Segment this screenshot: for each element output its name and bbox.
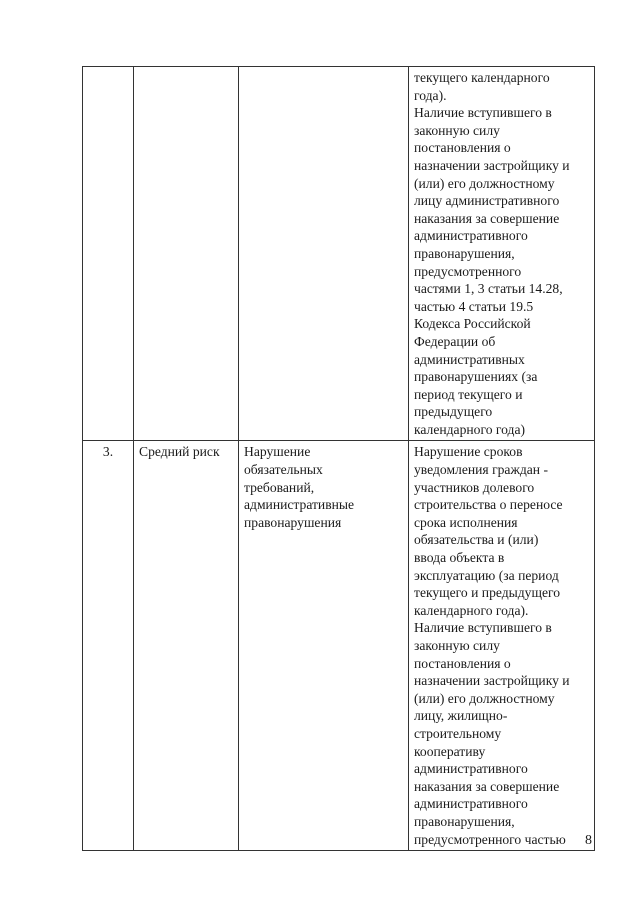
indicator-cell: текущего календарного года). Наличие вступившего в законную силу постановления о назначении застройщику и (или) его должностному лицу административного наказания за совершение административного правонарушения, предусмотренного частями 1, 3 статьи 14.28, частью 4 статьи 19.5 Кодекса Российской Федерации об административных правонарушениях (за период текущего и предыдущего календарного года) xyxy=(409,67,595,441)
criterion-cell xyxy=(239,67,409,441)
table-row xyxy=(83,441,595,851)
page-number: 8 xyxy=(585,833,592,848)
risk-category-table xyxy=(82,66,595,851)
row-number-cell xyxy=(83,67,134,441)
criterion-cell: Нарушение обязательных требований, административные правонарушения xyxy=(239,441,409,851)
risk-category-cell: Средний риск xyxy=(134,441,239,851)
table-row xyxy=(83,67,595,441)
row-number-cell: 3. xyxy=(83,441,134,851)
risk-category-cell xyxy=(134,67,239,441)
indicator-cell: Нарушение сроков уведомления граждан - участников долевого строительства о переносе срока исполнения обязательства и (или) ввода объекта в эксплуатацию (за период текущего и предыдущего календарного года). Наличие вступившего в законную силу постановления о назначении застройщику и (или) его должностному лицу, жилищно- строительному кооперативу административного наказания за совершение административного правонарушения, предусмотренного частью xyxy=(409,441,595,851)
